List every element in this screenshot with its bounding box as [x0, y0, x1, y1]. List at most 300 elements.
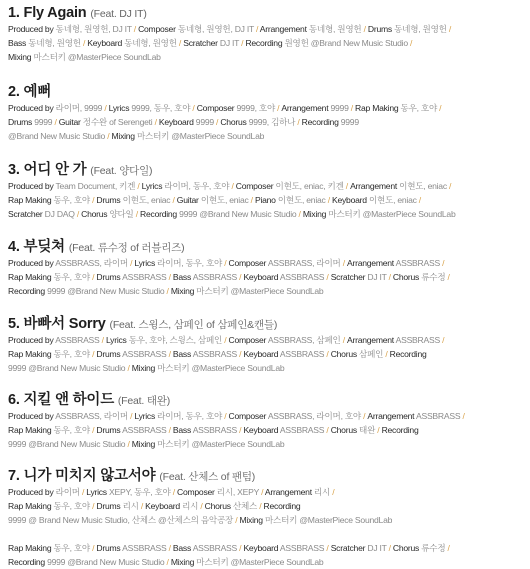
separator-slash: /	[324, 543, 331, 553]
credit-role: Lyrics	[141, 181, 163, 191]
credit-role: Recording	[8, 286, 45, 296]
credit-line	[8, 129, 526, 143]
separator-slash: /	[258, 487, 265, 497]
credit-value: ASSBRASS	[122, 349, 167, 359]
separator-slash: /	[89, 195, 97, 205]
separator-slash: /	[131, 24, 139, 34]
credit-value: 라이머, 9999	[55, 103, 103, 113]
separator-slash: /	[324, 349, 331, 359]
track-title	[8, 83, 526, 101]
credit-value: 이현도, eniac	[122, 195, 171, 205]
separator-slash: /	[445, 272, 450, 282]
separator-slash: /	[343, 181, 351, 191]
track-name: 예뻐	[23, 84, 52, 100]
credit-role: Mixing	[302, 209, 327, 219]
credit-value: 9999 @Brand New Music Studio	[179, 209, 297, 219]
separator-slash: /	[330, 487, 335, 497]
track-5	[8, 315, 526, 375]
credit-value: 동우, 호야	[53, 349, 90, 359]
credit-value: 리시	[182, 501, 199, 511]
separator-slash: /	[248, 195, 255, 205]
credit-role: Chorus	[81, 209, 108, 219]
track-name: 니가 미치지 않고서야	[23, 468, 156, 484]
credit-value: 마스터키 @MasterPiece SoundLab	[136, 131, 265, 141]
credit-role: Keyboard	[243, 349, 279, 359]
credit-value: Team Document, 키겐	[55, 181, 136, 191]
separator-slash: /	[237, 425, 244, 435]
credit-line	[8, 485, 526, 499]
credit-lines	[8, 22, 526, 64]
credit-value: 9999 @Brand New Music Studio	[8, 439, 126, 449]
credit-value: ASSBRASS	[122, 543, 167, 553]
separator-slash: /	[170, 195, 177, 205]
track-name: 지킬 앤 하이드	[23, 392, 115, 408]
track-feat: (Feat. 태완)	[117, 395, 171, 407]
separator-slash: /	[340, 258, 347, 268]
credit-value: ASSBRASS	[279, 349, 325, 359]
separator-slash: /	[127, 411, 135, 421]
credit-value: ASSBRASS	[395, 258, 440, 268]
credit-value: 원영헌 @Brand New Music Studio	[284, 38, 408, 48]
credit-role: Composer	[235, 181, 274, 191]
credit-value: 9999	[195, 117, 214, 127]
credit-role: Keyboard	[87, 38, 123, 48]
credit-role: Chorus	[392, 272, 420, 282]
credit-role: Bass	[172, 425, 192, 435]
track-number: 5.	[8, 316, 20, 332]
separator-slash: /	[348, 103, 356, 113]
separator-slash: /	[460, 411, 465, 421]
credit-role: Recording	[8, 557, 45, 567]
credit-role: Scratcher	[330, 272, 366, 282]
credit-value: ASSBRASS	[279, 425, 325, 435]
credit-value: 양다일	[109, 209, 134, 219]
track-title	[8, 315, 526, 333]
credit-role: Piano	[254, 195, 276, 205]
credit-value: ASSBRASS	[122, 272, 167, 282]
credit-value: 동네형, 원영헌	[308, 24, 362, 34]
separator-slash: /	[89, 501, 97, 511]
credit-role: Arrangement	[367, 411, 415, 421]
credit-lines	[8, 409, 526, 451]
separator-slash: /	[253, 24, 260, 34]
separator-slash: /	[386, 543, 393, 553]
separator-slash: /	[233, 515, 240, 525]
credit-value: 동네형, 원영헌	[394, 24, 447, 34]
separator-slash: /	[416, 195, 421, 205]
credit-role: Rap Making	[8, 349, 52, 359]
credit-role: Guitar	[176, 195, 199, 205]
credit-role: Mixing	[111, 131, 135, 141]
credit-role: Drums	[96, 272, 121, 282]
track-7	[8, 467, 526, 569]
track-6	[8, 391, 526, 451]
credit-value: 라이머	[55, 487, 80, 497]
credit-value: 9999	[330, 103, 349, 113]
separator-slash: /	[89, 425, 97, 435]
credit-value: 마스터키 @MasterPiece SoundLab	[196, 286, 324, 296]
credit-value: 마스터키 @MasterPiece SoundLab	[157, 439, 285, 449]
credit-lines	[8, 101, 526, 143]
separator-slash: /	[176, 38, 184, 48]
credit-value: ASSBRASS, 라이머	[55, 411, 128, 421]
credit-role: Rap Making	[8, 272, 52, 282]
separator-slash: /	[237, 272, 244, 282]
separator-slash: /	[383, 349, 390, 359]
credit-role: Bass	[8, 38, 27, 48]
credit-value: ASSBRASS, 라이머	[55, 258, 128, 268]
separator-slash: /	[324, 425, 331, 435]
credit-line	[8, 50, 526, 64]
credit-value: 동우, 호야	[53, 272, 90, 282]
credit-line	[8, 115, 526, 129]
separator-slash: /	[222, 335, 229, 345]
credit-line	[8, 270, 526, 284]
track-number: 4.	[8, 239, 20, 255]
track-number: 3.	[8, 162, 20, 178]
credit-role: Chorus	[392, 543, 420, 553]
track-number: 1.	[8, 5, 20, 21]
credit-role: Drums	[96, 349, 121, 359]
track-number: 7.	[8, 468, 20, 484]
separator-slash: /	[407, 38, 413, 48]
credit-role: Recording	[381, 425, 419, 435]
credit-line	[8, 499, 526, 513]
credit-role: Scratcher	[183, 38, 218, 48]
credit-value: 동우, 호야	[400, 103, 438, 113]
track-feat: (Feat. DJ IT)	[90, 8, 147, 20]
credit-value: 마스터키 @MasterPiece SoundLab	[264, 515, 393, 525]
track-feat: (Feat. 산체스 of 팬텀)	[159, 471, 256, 483]
track-feat: (Feat. 류수정 of 러블리즈)	[68, 242, 185, 254]
credit-role: Lyrics	[86, 487, 107, 497]
credit-value: ASSBRASS, 라이머	[267, 258, 341, 268]
separator-slash: /	[89, 543, 97, 553]
credit-value: ASSBRASS	[279, 543, 325, 553]
track-feat: (Feat. 양다일)	[90, 165, 153, 177]
credit-value: 태완	[359, 425, 376, 435]
track-2	[8, 83, 526, 143]
separator-slash: /	[325, 195, 332, 205]
track-3	[8, 161, 526, 221]
credit-value: 류수정	[421, 272, 446, 282]
credit-value: 이현도, eniac	[368, 195, 417, 205]
credit-line	[8, 513, 526, 527]
credit-value: 리시, XEPY	[216, 487, 259, 497]
credit-value: 이현도, eniac	[399, 181, 447, 191]
separator-slash: /	[439, 335, 445, 345]
separator-slash: /	[237, 349, 244, 359]
separator-slash: /	[229, 181, 236, 191]
credit-role: Produced by	[8, 103, 54, 113]
credit-line	[8, 207, 526, 221]
separator-slash: /	[340, 335, 347, 345]
separator-slash: /	[222, 258, 229, 268]
credit-line	[8, 101, 526, 115]
track-title	[8, 467, 526, 485]
credit-role: Recording	[263, 501, 301, 511]
credit-role: Arrangement	[347, 258, 394, 268]
credit-role: Bass	[172, 543, 192, 553]
separator-slash: /	[164, 557, 171, 567]
credit-role: Drums	[96, 501, 121, 511]
credit-line	[8, 256, 526, 270]
track-name: 부딪쳐	[23, 239, 65, 255]
credit-role: Arrangement	[264, 487, 312, 497]
track-feat: (Feat. 스윙스, 삼페인 of 삼페인&캔들)	[109, 319, 278, 331]
credit-value: @Brand New Music Studio	[8, 131, 106, 141]
separator-slash: /	[257, 501, 264, 511]
credit-value: ASSBRASS, 라이머, 호야	[267, 411, 361, 421]
credit-value: 9999, 호야	[236, 103, 275, 113]
credit-role: Mixing	[131, 363, 156, 373]
credit-role: Arrangement	[350, 181, 397, 191]
credit-value: 마스터키 @MasterPiece SoundLab	[328, 209, 456, 219]
credit-role: Keyboard	[243, 272, 279, 282]
credit-role: Produced by	[8, 181, 54, 191]
credit-value: ASSBRASS	[415, 411, 461, 421]
credit-value: 리시	[313, 487, 331, 497]
separator-slash: /	[79, 487, 87, 497]
credit-line	[8, 179, 526, 193]
separator-slash: /	[152, 117, 159, 127]
credit-value: DJ IT	[367, 543, 387, 553]
credit-role: Composer	[228, 258, 267, 268]
credit-value: 리시	[122, 501, 139, 511]
credit-role: Recording	[245, 38, 283, 48]
credit-role: Composer	[138, 24, 176, 34]
track-title	[8, 238, 526, 256]
credit-value: ASSBRASS	[122, 425, 167, 435]
credit-role: Produced by	[8, 258, 54, 268]
track-name: Fly Again	[23, 5, 87, 21]
credit-line	[8, 333, 526, 347]
credit-value: 류수정	[421, 543, 446, 553]
credit-line	[8, 437, 526, 451]
separator-slash: /	[446, 24, 451, 34]
separator-slash: /	[164, 286, 171, 296]
credit-role: Scratcher	[330, 543, 366, 553]
separator-slash: /	[125, 363, 132, 373]
credit-value: DJ DAQ	[44, 209, 75, 219]
credit-role: Lyrics	[108, 103, 130, 113]
credit-role: Composer	[196, 103, 235, 113]
separator-slash: /	[133, 209, 141, 219]
credit-role: Mixing	[131, 439, 156, 449]
credit-value: 마스터키 @MasterPiece SoundLab	[196, 557, 324, 567]
credit-value: ASSBRASS	[192, 349, 238, 359]
credit-value: ASSBRASS	[395, 335, 440, 345]
credit-line	[8, 36, 526, 50]
credit-role: Keyboard	[243, 543, 279, 553]
credit-value: 마스터키 @MasterPiece SoundLab	[157, 363, 285, 373]
separator-slash: /	[275, 103, 282, 113]
credit-role: Keyboard	[145, 501, 180, 511]
credit-role: Composer	[228, 411, 267, 421]
credit-role: Chorus	[220, 117, 247, 127]
credit-role: Lyrics	[134, 411, 155, 421]
credit-role: Composer	[177, 487, 215, 497]
credit-role: Composer	[228, 335, 267, 345]
credit-value: ASSBRASS, 삼페인	[267, 335, 341, 345]
credit-value: DJ IT	[219, 38, 240, 48]
credit-value: 9999 @ Brand New Music Studio, 산체스 @산체스의 음악공장	[8, 515, 234, 525]
track-title	[8, 391, 526, 409]
separator-slash: /	[102, 103, 109, 113]
credit-value: 9999, 동우, 호야	[131, 103, 191, 113]
separator-slash: /	[446, 181, 452, 191]
track-number: 6.	[8, 392, 20, 408]
separator-slash: /	[239, 38, 246, 48]
credit-role: Scratcher	[8, 209, 43, 219]
track-title	[8, 161, 526, 179]
credit-role: Bass	[172, 349, 192, 359]
separator-slash: /	[74, 209, 82, 219]
credit-role: Recording	[301, 117, 339, 127]
credit-value: ASSBRASS	[55, 335, 100, 345]
credit-lines	[8, 256, 526, 298]
separator-slash: /	[445, 543, 450, 553]
credit-line	[8, 409, 526, 423]
credit-value: XEPY, 동우, 호야	[109, 487, 171, 497]
credit-role: Rap Making	[8, 425, 52, 435]
separator-slash: /	[135, 181, 142, 191]
credit-lines	[8, 179, 526, 221]
credit-role: Chorus	[204, 501, 231, 511]
credit-role: Arrangement	[259, 24, 307, 34]
credit-value: ASSBRASS	[279, 272, 325, 282]
credit-role: Drums	[96, 425, 121, 435]
credit-value: 9999 @Brand New Music Studio	[47, 286, 165, 296]
credit-role: Lyrics	[134, 258, 155, 268]
separator-slash: /	[105, 131, 112, 141]
credit-value: 이현도, eniac	[200, 195, 249, 205]
separator-slash: /	[190, 103, 197, 113]
credit-role: Rap Making	[8, 501, 52, 511]
credit-value: 정수완 of Serengeti	[82, 117, 153, 127]
separator-slash: /	[237, 543, 244, 553]
separator-slash: /	[296, 209, 303, 219]
separator-slash: /	[439, 258, 445, 268]
separator-slash: /	[166, 543, 173, 553]
credit-role: Guitar	[58, 117, 81, 127]
credit-role: Keyboard	[332, 195, 367, 205]
credit-value: 이현도, eniac, 키겐	[275, 181, 344, 191]
credit-role: Mixing	[239, 515, 263, 525]
credit-line	[8, 193, 526, 207]
credit-role: Produced by	[8, 487, 54, 497]
credit-line	[8, 423, 526, 437]
separator-slash: /	[360, 411, 368, 421]
credit-role: Recording	[140, 209, 177, 219]
credit-value: 동네형, 원영헌, DJ IT	[55, 24, 132, 34]
separator-slash: /	[89, 349, 97, 359]
separator-slash: /	[375, 425, 382, 435]
credit-value: 동네형, 원영헌	[28, 38, 81, 48]
credit-role: Produced by	[8, 24, 54, 34]
credit-role: Chorus	[330, 349, 357, 359]
separator-slash: /	[80, 38, 88, 48]
credit-value: 동우, 호야	[53, 195, 90, 205]
credit-role: Chorus	[330, 425, 357, 435]
track-name: 어디 안 가	[23, 162, 87, 178]
credit-value: 동우, 호야	[53, 543, 90, 553]
separator-slash: /	[222, 411, 229, 421]
credit-value: 산체스	[232, 501, 258, 511]
separator-slash: /	[198, 501, 205, 511]
separator-slash: /	[99, 335, 106, 345]
credit-value: 동우, 호야, 스윙스, 삼페인	[128, 335, 223, 345]
credit-role: Mixing	[170, 286, 195, 296]
credit-line	[8, 541, 526, 555]
credit-role: Rap Making	[355, 103, 399, 113]
credit-role: Bass	[172, 272, 192, 282]
credit-role: Rap Making	[8, 195, 52, 205]
track-number: 2.	[8, 84, 20, 100]
credit-role: Drums	[96, 543, 121, 553]
credit-role: Drums	[96, 195, 121, 205]
credit-value: 동네형, 원영헌	[124, 38, 177, 48]
separator-slash: /	[89, 272, 97, 282]
track-name: 바빠서 Sorry	[23, 316, 106, 332]
credit-lines	[8, 333, 526, 375]
track-1	[8, 4, 526, 64]
separator-slash: /	[386, 272, 393, 282]
credit-value: DJ IT	[367, 272, 387, 282]
credit-line	[8, 527, 526, 541]
credit-value: 9999, 김하나	[248, 117, 296, 127]
credit-role: Produced by	[8, 411, 54, 421]
credit-lines	[8, 485, 526, 569]
credit-role: Mixing	[8, 52, 32, 62]
separator-slash: /	[166, 425, 173, 435]
credit-role: Keyboard	[243, 425, 279, 435]
track-4	[8, 238, 526, 298]
credit-role: Produced by	[8, 335, 54, 345]
credit-role: Arrangement	[347, 335, 394, 345]
credit-line	[8, 361, 526, 375]
credit-value: 이현도, eniac	[277, 195, 326, 205]
credit-role: Rap Making	[8, 543, 52, 553]
credit-role: Arrangement	[281, 103, 329, 113]
credit-role: Keyboard	[158, 117, 194, 127]
credit-line	[8, 22, 526, 36]
credit-role: Drums	[367, 24, 392, 34]
credit-value: 동우, 호야	[53, 501, 90, 511]
credit-value: 9999 @Brand New Music Studio	[8, 363, 126, 373]
credit-value: 9999	[34, 117, 53, 127]
credit-value: 라이머, 동우, 호야	[157, 411, 223, 421]
separator-slash: /	[324, 272, 331, 282]
credit-value: ASSBRASS	[192, 272, 238, 282]
credit-value: 마스터키 @MasterPiece SoundLab	[33, 52, 161, 62]
separator-slash: /	[127, 258, 135, 268]
separator-slash: /	[166, 272, 173, 282]
separator-slash: /	[213, 117, 221, 127]
credit-value: ASSBRASS	[192, 543, 238, 553]
credit-value: 9999	[340, 117, 359, 127]
separator-slash: /	[437, 103, 442, 113]
credit-value: 동우, 호야	[53, 425, 90, 435]
credit-value: ASSBRASS	[192, 425, 238, 435]
credit-role: Mixing	[170, 557, 195, 567]
separator-slash: /	[295, 117, 302, 127]
credit-role: Lyrics	[105, 335, 127, 345]
credit-role: Drums	[8, 117, 33, 127]
separator-slash: /	[361, 24, 368, 34]
credit-value: 라이머, 동우, 호야	[164, 181, 230, 191]
separator-slash: /	[170, 487, 177, 497]
